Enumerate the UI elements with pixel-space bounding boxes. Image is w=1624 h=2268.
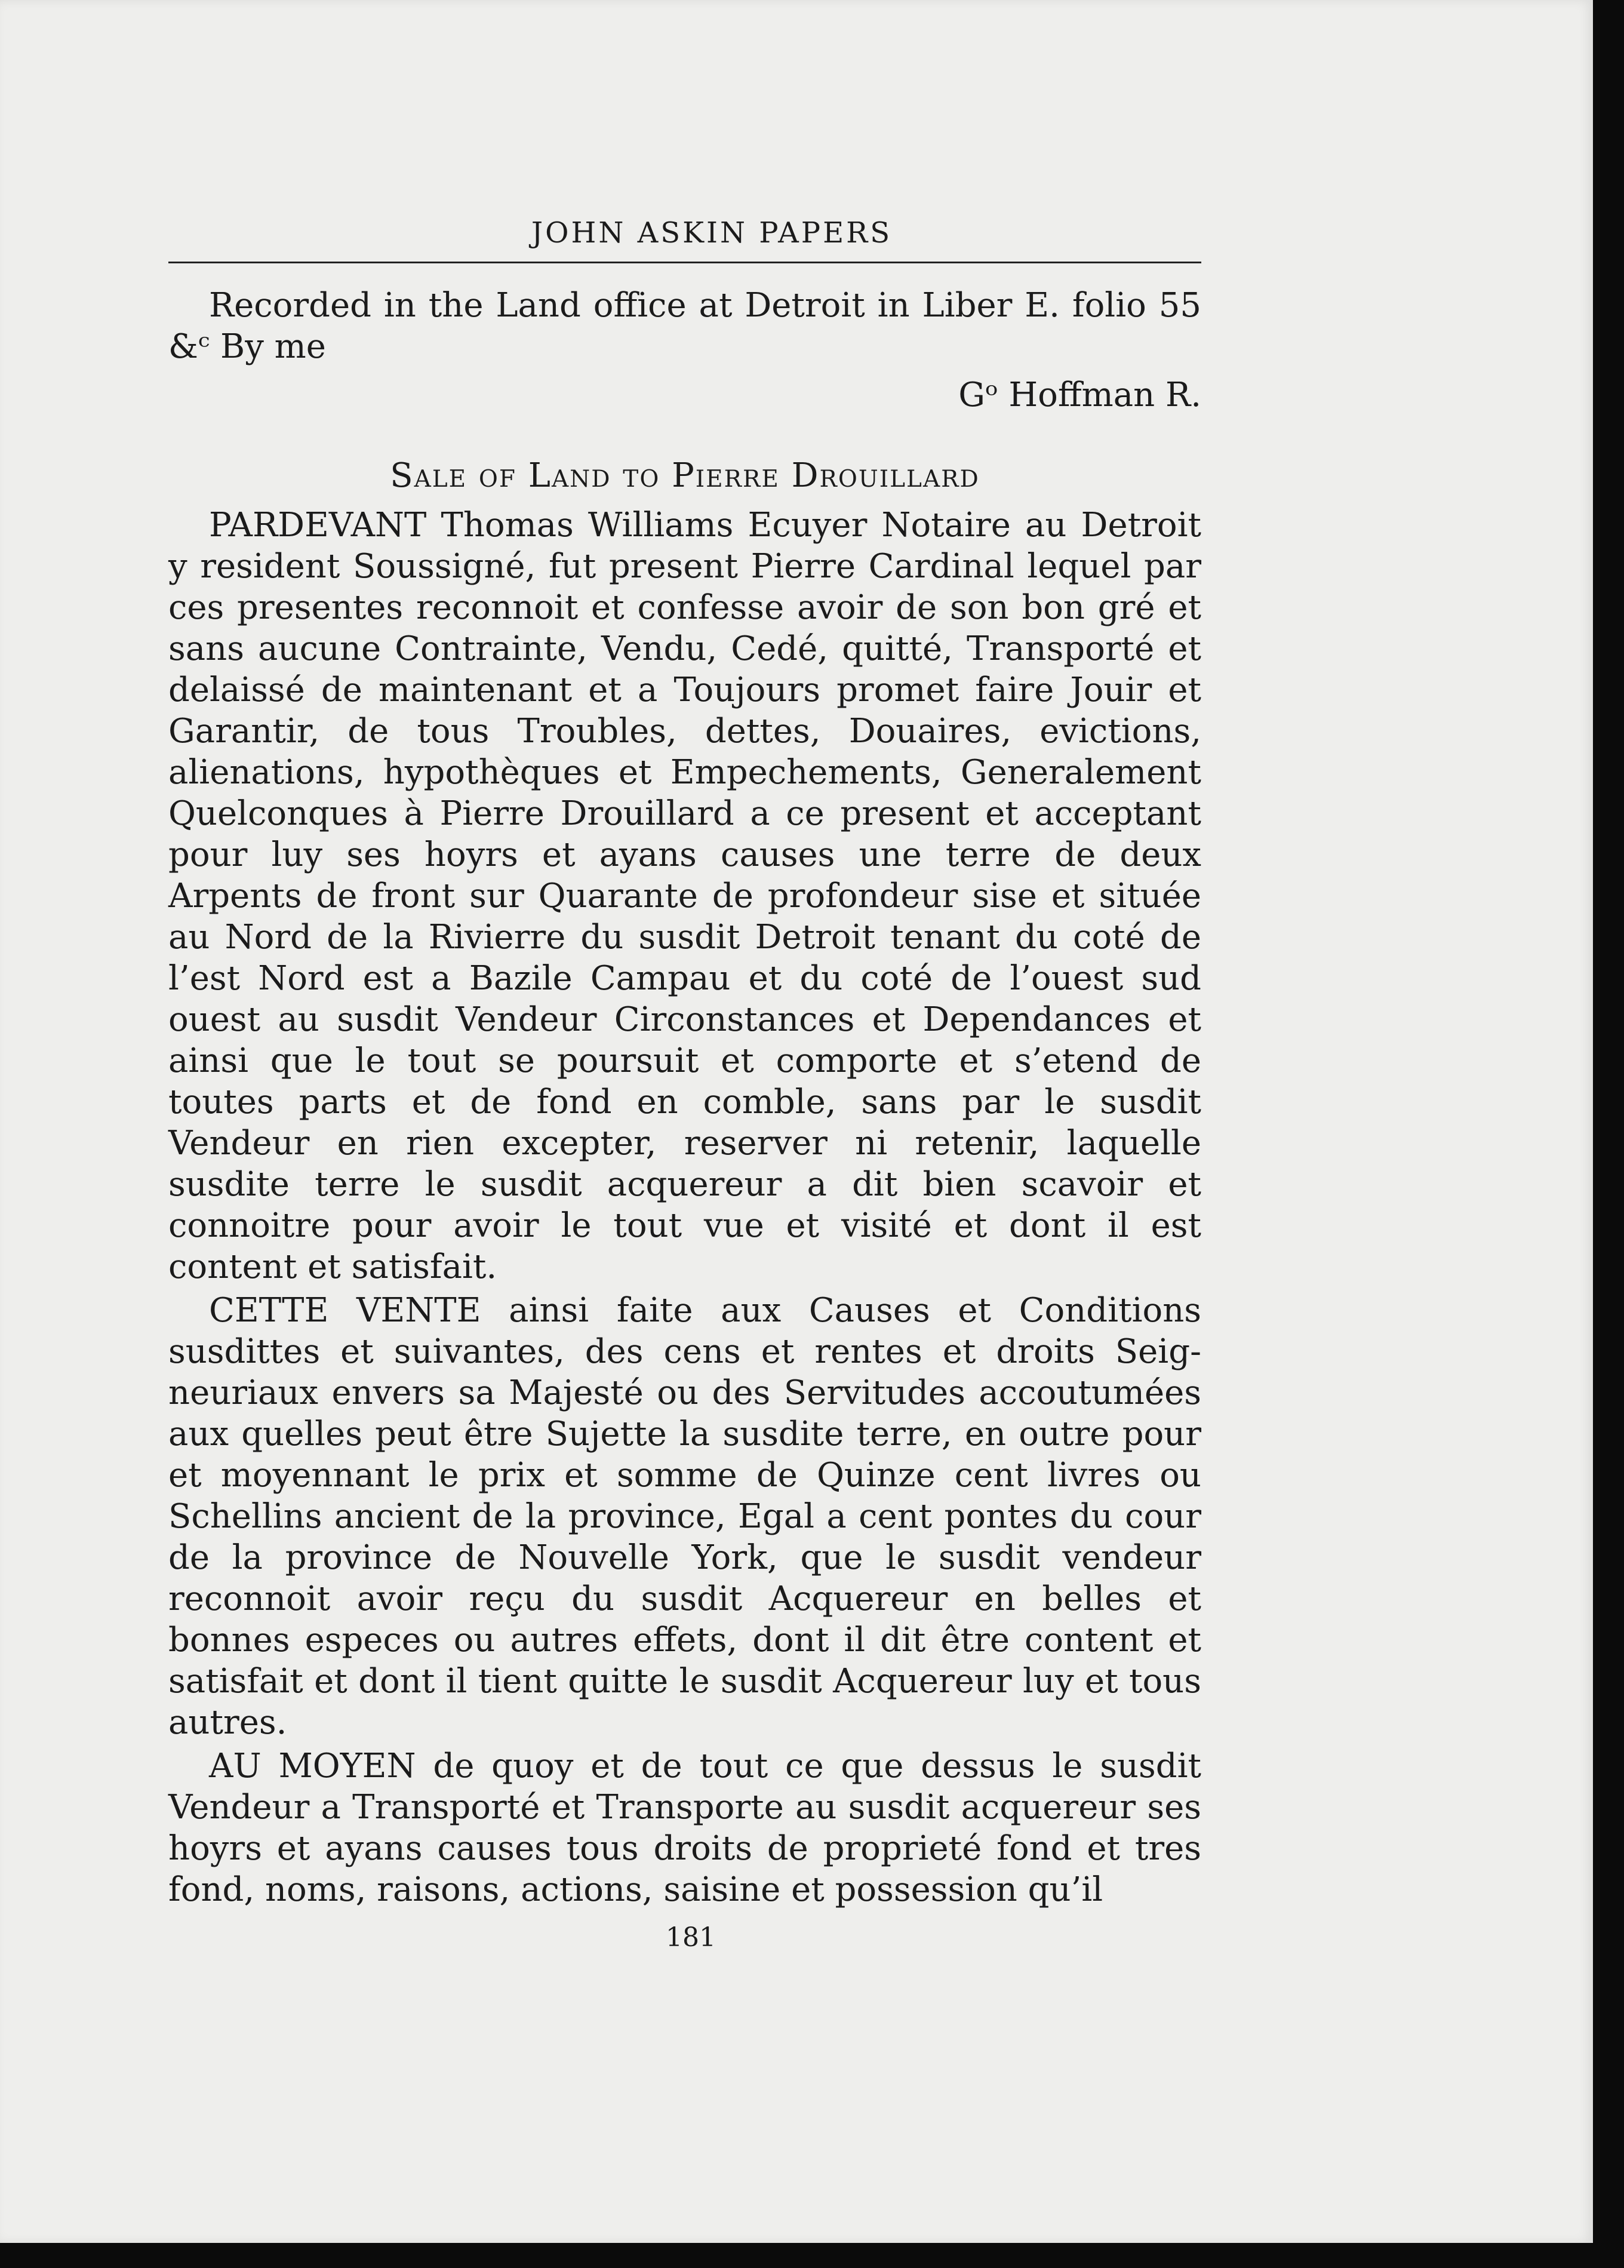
registrar-signature: Gᵒ Hoffman R. xyxy=(958,376,1201,414)
paragraph-au-moyen: AU MOYEN de quoy et de tout ce que dessus le susdit Vendeur a Transporté et Transporte au susdit acquereur ses hoyrs et ayans causes tous droits de proprieté fond et tres fond, noms, raisons, actions, saisine et possession qu’il xyxy=(168,1747,1201,1909)
running-head: JOHN ASKIN PAPERS xyxy=(531,216,893,250)
text-column xyxy=(168,215,1201,1954)
header-rule xyxy=(168,262,1201,263)
section-title: Sale of Land to Pierre Drouillard xyxy=(390,456,980,495)
paragraph-pardevant: PARDEVANT Thomas Williams Ecuyer Notaire au Detroit y resident Soussigné, fut present Pierre Cardinal lequel par ces presentes reconnoit et confesse avoir de son bon gré et sans aucune Contrainte, Vendu, Cedé, quitté, Transporté et delaissé de maintenant et a Toujours promet faire Jouir et Garantir, de tous Troubles, dettes, Douaires, evictions, alienations, hypothèques et Empechements, Generalement Quelconques à Pierre Drouillard a ce present et acceptant pour luy ses hoyrs et ayans causes une terre de deux Arpents de front sur Quarante de profondeur sise et située au Nord de la Rivierre du susdit Detroit tenant du coté de l’est Nord est a Bazile Campau et du coté de l’ouest sud ouest au susdit Vendeur Circonstances et Dependances et ainsi que le tout se poursuit et comporte et s’etend de toutes parts et de fond en comble, sans par le susdit Vendeur en rien excepter, reserver ni retenir, laquelle susdite terre le susdit acquereur a dit bien scavoir et connoitre pour avoir le tout vue et visité et dont il est content et satisfait. xyxy=(168,506,1201,1286)
paragraph-cette-vente: CETTE VENTE ainsi faite aux Causes et Conditions susdittes et suivantes, des cens et rentes et droits Seigneuriaux envers sa Majesté ou des Servitudes accoutumées aux quelles peut être Sujette la susdite terre, en outre pour et moyennant le prix et somme de Quinze cent livres ou Schellins ancient de la province, Egal a cent pontes du cour de la province de Nouvelle York, que le susdit vendeur reconnoit avoir reçu du susdit Acquereur en belles et bonnes especes ou autres effets, dont il dit être content et satisfait et dont il tient quitte le susdit Acquereur luy et tous autres. xyxy=(168,1291,1201,1742)
record-note: Recorded in the Land office at Detroit in Liber E. folio 55 &ᶜ By me xyxy=(168,286,1201,366)
page-number: 181 xyxy=(666,1922,716,1953)
